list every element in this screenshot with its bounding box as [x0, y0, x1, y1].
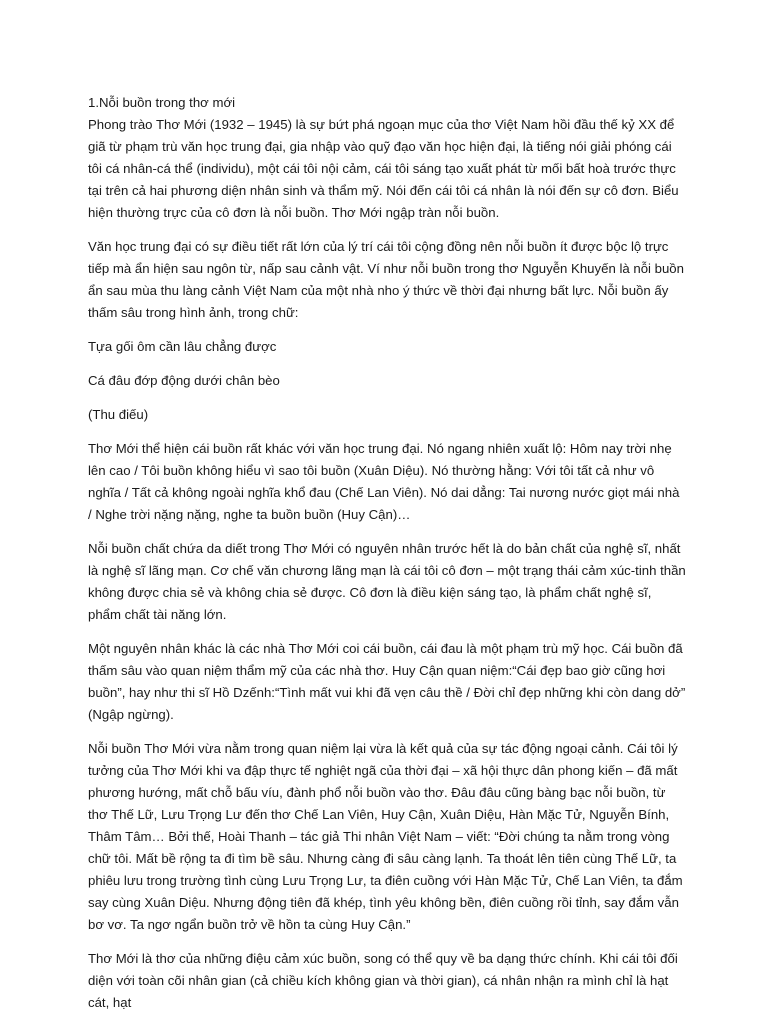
paragraph-intro: Phong trào Thơ Mới (1932 – 1945) là sự bứt phá ngoạn mục của thơ Việt Nam hồi đầu thế kỷ XX để giã từ phạm trù văn học trung đại, gia nhập vào quỹ đạo văn học hiện đại, là tiếng nói giải phóng cái tôi cá nhân-cá thể (individu), một cái tôi nội cảm, cái tôi sáng tạo xuất phát từ mối bất hoà trước thực tại trên cả hai phương diện nhân sinh và thẩm mỹ. Nói đến cái tôi cá nhân là nói đến sự cô đơn. Biểu hiện thường trực của cô đơn là nỗi buồn. Thơ Mới ngập tràn nỗi buồn.	[88, 117, 679, 220]
poem-source: (Thu điếu)	[88, 407, 149, 422]
paragraph-forms: Thơ Mới là thơ của những điệu cảm xúc buồn, song có thể quy về ba dạng thức chính. Khi cái tôi đối diện với toàn cõi nhân gian (cả chiều kích không gian và thời gian), cá nhân nhận ra mình chỉ là hạt cát, hạt	[88, 951, 678, 1010]
poem-line-2: Cá đâu đớp động dưới chân bèo	[88, 373, 280, 388]
document-page	[88, 92, 686, 1014]
paragraph-medieval: Văn học trung đại có sự điều tiết rất lớn của lý trí cái tôi cộng đồng nên nỗi buồn ít được bộc lộ trực tiếp mà ẩn hiện sau ngôn từ, nấp sau cảnh vật. Ví như nỗi buồn trong thơ Nguyễn Khuyến là nỗi buồn ẩn sau mùa thu làng cảnh Việt Nam của một nhà nho ý thức về thời đại nhưng bất lực. Nỗi buồn ấy thấm sâu trong hình ảnh, trong chữ:	[88, 239, 684, 320]
paragraph-cause-nature: Nỗi buồn chất chứa da diết trong Thơ Mới có nguyên nhân trước hết là do bản chất của nghệ sĩ, nhất là nghệ sĩ lãng mạn. Cơ chế văn chương lãng mạn là cái tôi cô đơn – một trạng thái cảm xúc-tinh thần không được chia sẻ và không chia sẻ được. Cô đơn là điều kiện sáng tạo, là phẩm chất nghệ sĩ, phẩm chất tài năng lớn.	[88, 541, 686, 622]
paragraph-expression: Thơ Mới thể hiện cái buồn rất khác với văn học trung đại. Nó ngang nhiên xuất lộ: Hôm nay trời nhẹ lên cao / Tôi buồn không hiểu vì sao tôi buồn (Xuân Diệu). Nó thường hằng: Với tôi tất cả như vô nghĩa / Tất cả không ngoài nghĩa khổ đau (Chế Lan Viên). Nó dai dẳng: Tai nương nước giọt mái nhà / Nghe trời nặng nặng, nghe ta buồn buồn (Huy Cận)…	[88, 441, 680, 522]
poem-line-1: Tựa gối ôm cần lâu chẳng được	[88, 339, 277, 354]
paragraph-cause-aesthetic: Một nguyên nhân khác là các nhà Thơ Mới coi cái buồn, cái đau là một phạm trù mỹ học. Cái buồn đã thấm sâu vào quan niệm thẩm mỹ của các nhà thơ. Huy Cận quan niệm:“Cái đẹp bao giờ cũng hơi buồn”, hay như thi sĩ Hồ Dzếnh:“Tình mất vui khi đã vẹn câu thề / Đời chỉ đẹp những khi còn dang dở” (Ngập ngừng).	[88, 641, 686, 722]
paragraph-context: Nỗi buồn Thơ Mới vừa nằm trong quan niệm lại vừa là kết quả của sự tác động ngoại cảnh. Cái tôi lý tưởng của Thơ Mới khi va đập thực tế nghiệt ngã của thời đại – xã hội thực dân phong kiến – đã mất phương hướng, mất chỗ bấu víu, đành phổ nỗi buồn vào thơ. Đâu đâu cũng bàng bạc nỗi buồn, từ thơ Thế Lữ, Lưu Trọng Lư đến thơ Chế Lan Viên, Huy Cận, Xuân Diệu, Hàn Mặc Tử, Nguyễn Bính, Thâm Tâm… Bởi thế, Hoài Thanh – tác giả Thi nhân Việt Nam – viết: “Đời chúng ta nằm trong vòng chữ tôi. Mất bề rộng ta đi tìm bề sâu. Nhưng càng đi sâu càng lạnh. Ta thoát lên tiên cùng Thế Lữ, ta phiêu lưu trong trường tình cùng Lưu Trọng Lư, ta điên cuồng với Hàn Mặc Tử, Chế Lan Viên, ta đắm say cùng Xuân Diệu. Nhưng động tiên đã khép, tình yêu không bền, điên cuồng rồi tỉnh, say đắm vẫn bơ vơ. Ta ngơ ngẩn buồn trở về hồn ta cùng Huy Cận.”	[88, 741, 683, 932]
section-heading: 1.Nỗi buồn trong thơ mới	[88, 95, 236, 110]
